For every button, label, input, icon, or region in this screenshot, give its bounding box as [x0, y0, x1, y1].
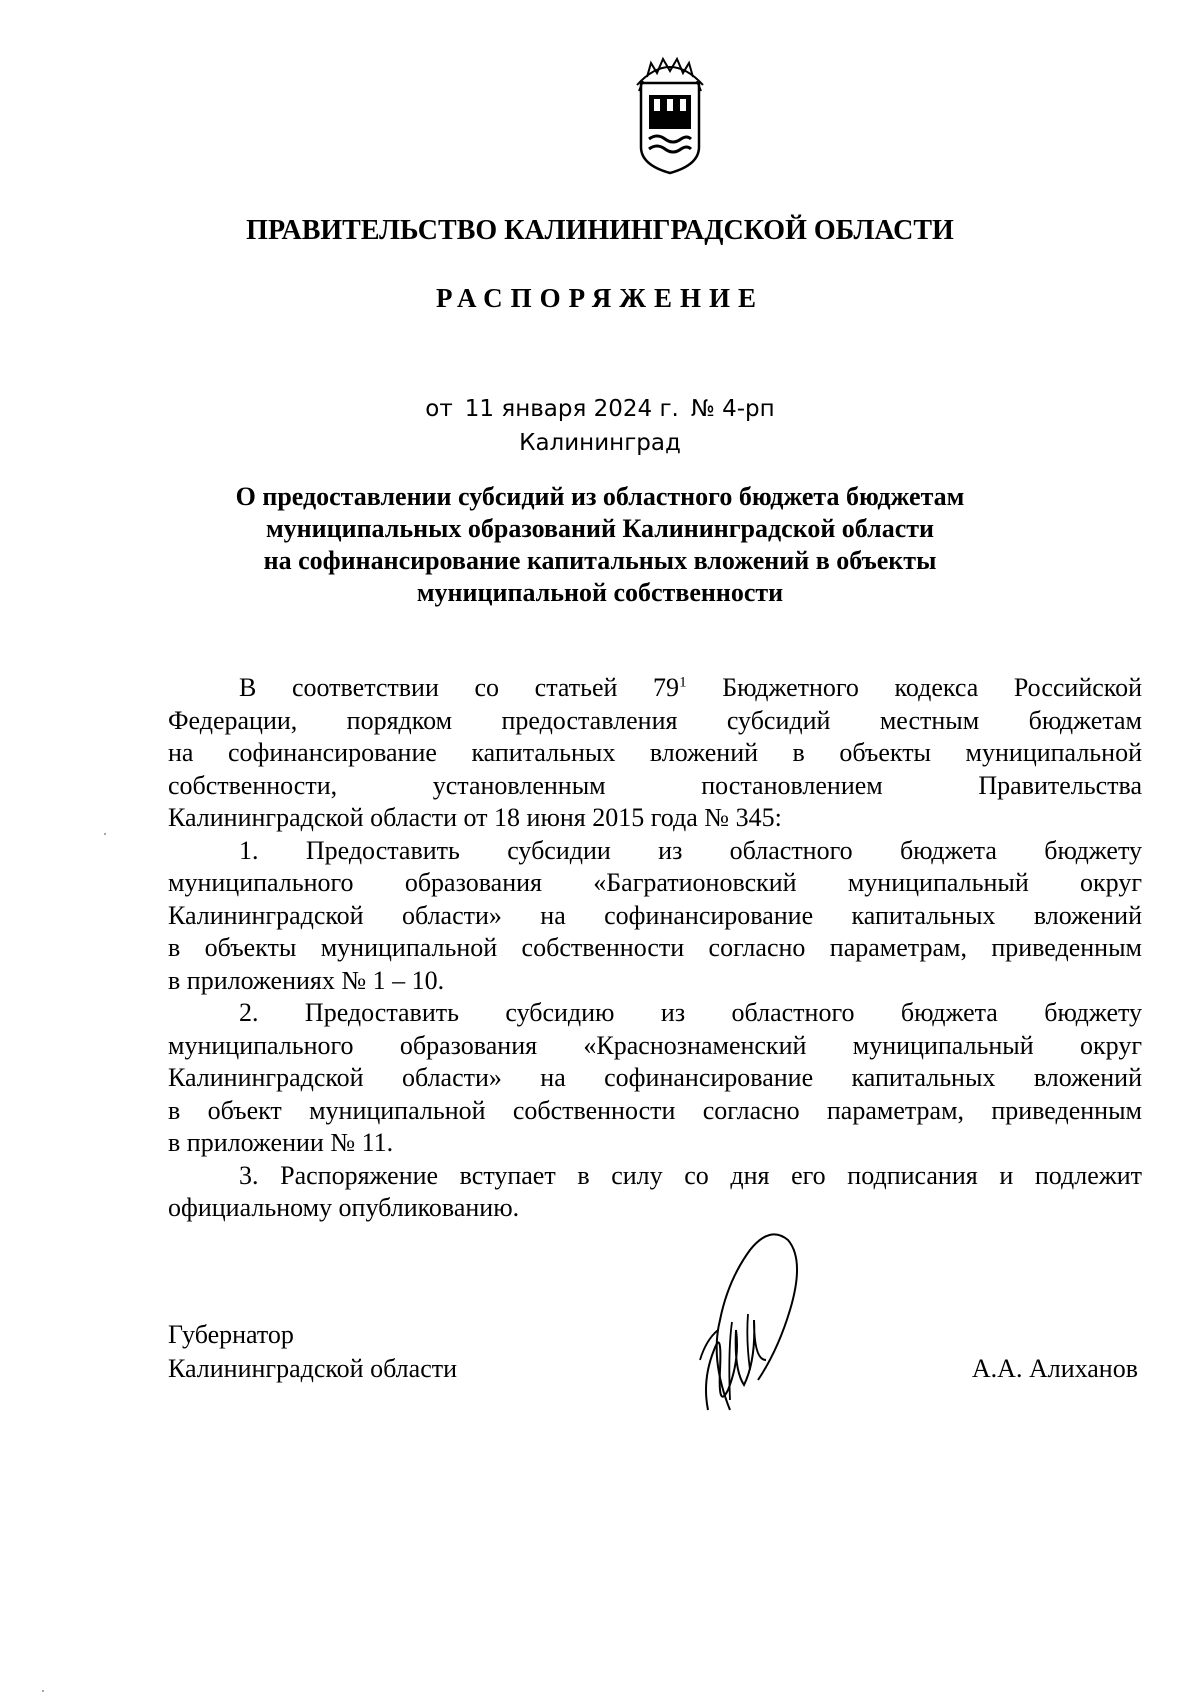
item-1-line: в приложениях № 1 – 10.	[168, 965, 445, 995]
item-2-line: Калининградской области» на софинансирование капитальных вложений	[168, 1063, 1142, 1092]
preamble-line: собственности, установленным постановлением Правительства	[168, 770, 1142, 800]
position-line: Губернатор	[168, 1320, 294, 1349]
subject-line: муниципальной собственности	[416, 578, 784, 607]
scan-artifact	[104, 833, 106, 835]
item-2-line: 2. Предоставить субсидию из областного бюджета бюджету	[239, 998, 1142, 1027]
item-2-line: в объект муниципальной собственности согласно параметрам, приведенным	[168, 1095, 1142, 1125]
preamble-text: Бюджетного кодекса Российской	[686, 673, 1142, 702]
preamble-line: на софинансирование капитальных вложений в объекты муниципальной	[168, 738, 1142, 767]
position-line: Калининградской области	[168, 1354, 458, 1383]
item-1-line: муниципального образования «Багратионовский муниципальный округ	[168, 868, 1142, 897]
subject-line: муниципальных образований Калининградской области	[265, 514, 935, 543]
subject-line: на софинансирование капитальных вложений в объекты	[263, 546, 937, 575]
document-type: РАСПОРЯЖЕНИЕ	[435, 283, 765, 313]
handwritten-signature-icon	[670, 1210, 810, 1430]
preamble-text: В соответствии со статьей 79	[239, 673, 680, 702]
item-1-line: Калининградской области» на софинансирование капитальных вложений	[168, 900, 1142, 930]
date-prefix: от	[425, 396, 453, 422]
city: Калининград	[519, 430, 681, 456]
item-2-line: в приложении № 11.	[168, 1128, 394, 1157]
date-number-line	[0, 396, 1200, 422]
preamble-line	[168, 672, 1142, 705]
item-1-line: в объекты муниципальной собственности согласно параметрам, приведенным	[168, 933, 1142, 962]
article-superscript: 1	[679, 674, 687, 691]
preamble-line: Калининградской области от 18 июня 2015 года № 345:	[168, 803, 782, 832]
signatory-name: А.А. Алиханов	[971, 1354, 1138, 1383]
subject-line: О предоставлении субсидий из областного бюджета бюджетам	[235, 482, 965, 511]
item-2-line: муниципального образования «Краснознаменский муниципальный округ	[168, 1030, 1142, 1060]
coat-of-arms-icon	[627, 55, 713, 175]
document-number: № 4-рп	[690, 396, 775, 422]
item-3-line: 3. Распоряжение вступает в силу со дня его подписания и подлежит	[239, 1160, 1142, 1190]
signatory-position	[168, 1318, 457, 1386]
document-body	[168, 672, 1142, 1225]
government-name: ПРАВИТЕЛЬСТВО КАЛИНИНГРАДСКОЙ ОБЛАСТИ	[246, 215, 954, 246]
preamble-line: Федерации, порядком предоставления субсидий местным бюджетам	[168, 705, 1142, 735]
document-date: 11 января 2024 г.	[464, 396, 679, 422]
item-3-line: официальному опубликованию.	[168, 1193, 520, 1222]
item-1-line: 1. Предоставить субсидии из областного бюджета бюджету	[239, 835, 1142, 865]
document-subject	[160, 481, 1040, 609]
scan-artifact	[42, 1690, 44, 1692]
